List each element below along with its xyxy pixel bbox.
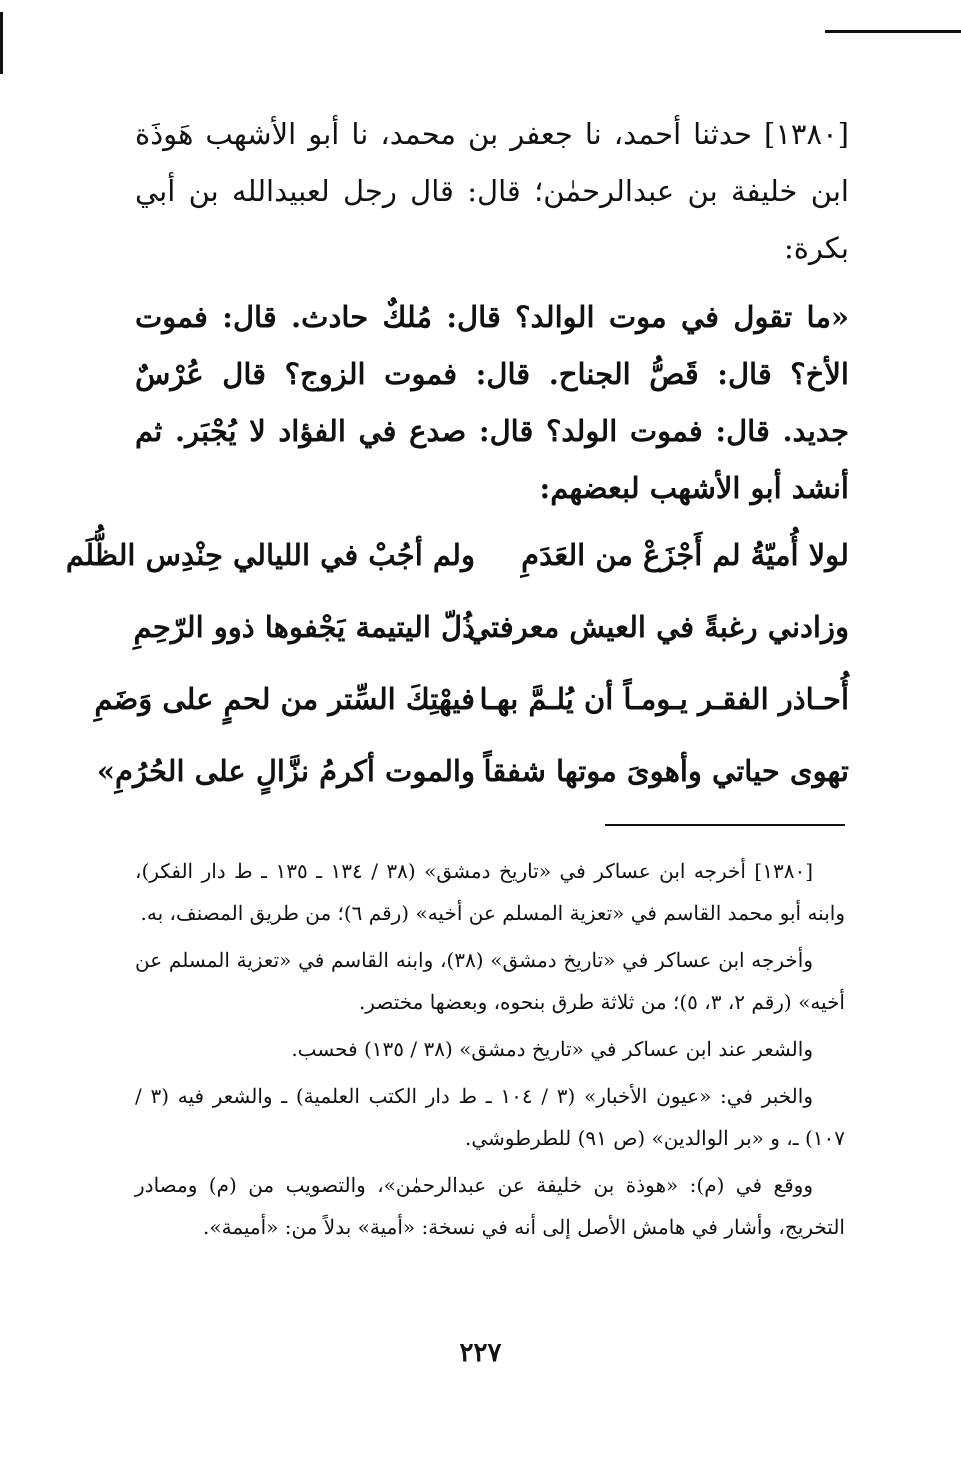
main-text [65,106,849,807]
header-rule [825,30,961,33]
verse-second-hemistich: فيهْتِكَ السِّتر من لحمٍ على وَضَمِ [94,682,475,716]
hadith-isnad: [١٣٨٠] حدثنا أحمد، نا جعفر بن محمد، نا أبو الأشهب هَوذَة ابن خليفة بن عبدالرحمٰن؛ قال: قال رجل لعبيدالله بن أبي بكرة: [135,117,849,265]
poem-verse [135,591,849,663]
footnote-separator [605,824,845,826]
verse-second-hemistich: والموت أكرمُ نزَّالٍ على الحُرُمِ» [96,754,475,788]
verse-second-hemistich: ولم أجُبْ في الليالي حِنْدِس الظُّلَم [65,538,475,572]
hadith-matn: «ما تقول في موت الوالد؟ قال: مُلكٌ حادث. قال: فموت الأخ؟ قال: قَصُّ الجناح. قال: فموت الزوج؟ قال عُرْسٌ جديد. قال: فموت الولد؟ قال: صدع في الفؤاد لا يُجْبَر. ثم أنشد أبو الأشهب لبعضهم: [135,300,849,505]
page-number: ٢٢٧ [459,1338,502,1368]
footnote: والخبر في: «عيون الأخبار» (٣ / ١٠٤ ـ ط دار الكتب العلمية) ـ والشعر فيه (٣ / ١٠٧) ـ، و «بر الوالدين» (ص ٩١) للطرطوشي. [135,1084,845,1150]
footnotes [135,850,845,1253]
footnote: ووقع في (م): «هوذة بن خليفة عن عبدالرحمٰن»، والتصويب من (م) ومصادر التخريج، وأشار في هامش الأصل إلى أنه في نسخة: «أمية» بدلاً من: «أميمة». [135,1173,845,1239]
verse-first-hemistich: تهوى حياتي وأهوىَ موتها شفقاً [483,754,849,788]
verse-second-hemistich: ذُلّ اليتيمة يَجْفوها ذوو الرّحِمِ [133,610,475,644]
verse-first-hemistich: أُحـاذر الفقـر يـومـاً أن يُلـمَّ بهـا [479,682,849,716]
footnote: والشعر عند ابن عساكر في «تاريخ دمشق» (٣٨ / ١٣٥) فحسب. [291,1037,813,1061]
verse-first-hemistich: وزادني رغبةً في العيش معرفتي [466,610,849,644]
poem-verse [65,519,849,591]
footnote: [١٣٨٠] أخرجه ابن عساكر في «تاريخ دمشق» (٣٨ / ١٣٤ ـ ١٣٥ ـ ط دار الفكر)، وابنه أبو محمد القاسم في «تعزية المسلم عن أخيه» (رقم ٦)؛ من طريق المصنف، به. [135,859,845,925]
poem-verse [94,663,849,735]
verse-first-hemistich: لولا أُميّةُ لم أَجْزَعْ من العَدَمِ [521,538,849,572]
poem [65,519,849,807]
poem-verse [96,735,849,807]
footnote: وأخرجه ابن عساكر في «تاريخ دمشق» (٣٨)، وابنه القاسم في «تعزية المسلم عن أخيه» (رقم ٢، ٣، ٥)؛ من ثلاثة طرق بنحوه، وبعضها مختصر. [135,948,845,1014]
margin-rule-left [0,12,3,74]
